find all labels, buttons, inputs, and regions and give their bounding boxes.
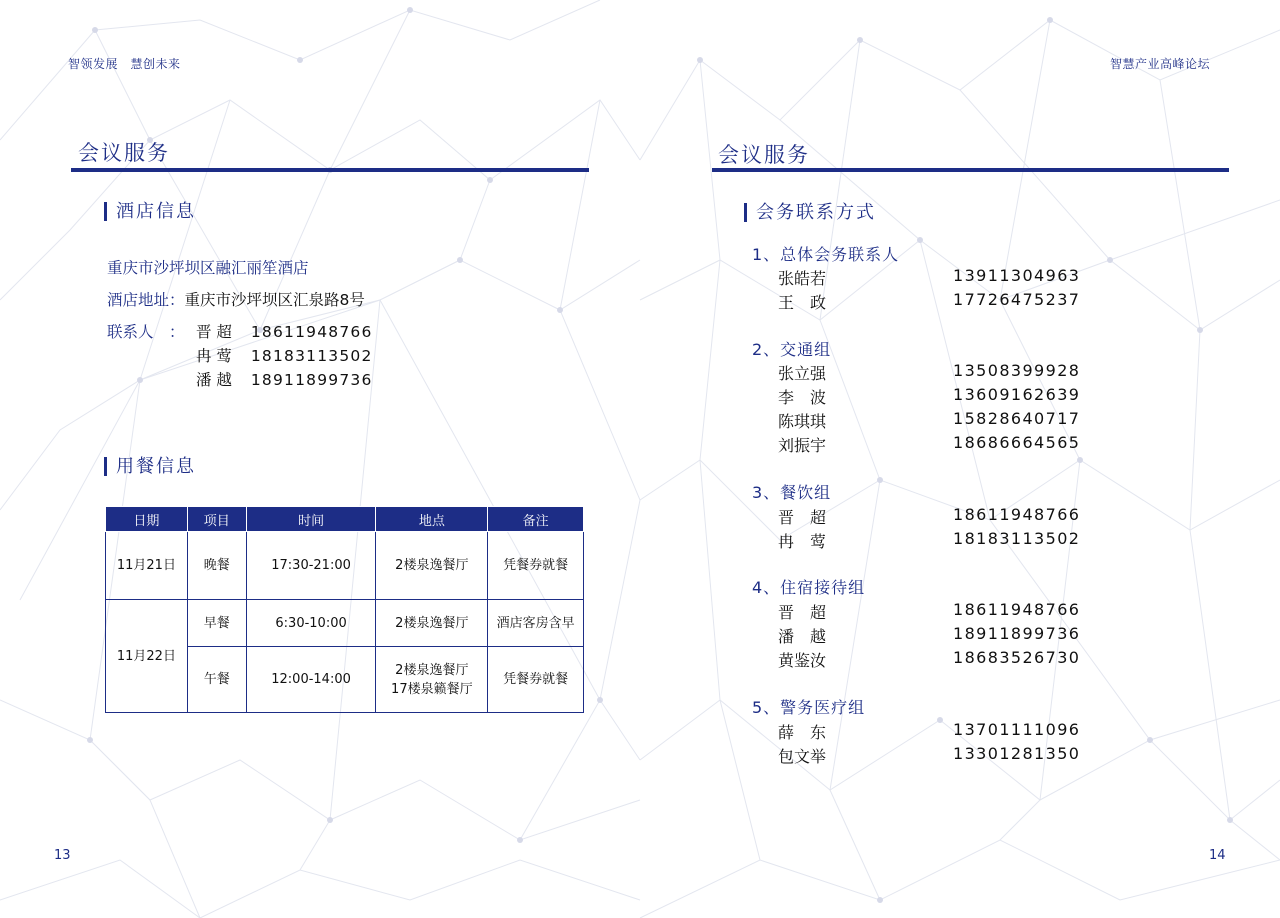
contact-phone: 18611948766 [250,323,373,341]
running-head-left: 智领发展 慧创未来 [68,57,181,71]
cell-note: 酒店客房含早 [488,600,584,647]
member-name: 张立强 [778,364,827,383]
right-page [640,0,1280,918]
cell-place [376,647,488,713]
section-title-right: 会议服务 [718,143,810,167]
hotel-address-row [107,288,365,310]
header-time: 时间 [246,507,376,532]
header-date: 日期 [106,507,188,532]
member-name: 陈琪琪 [778,412,827,431]
contacts-heading: 会务联系方式 [744,203,876,222]
header-note: 备注 [488,507,584,532]
cell-item: 早餐 [187,600,246,647]
dining-heading: 用餐信息 [104,457,196,476]
hotel-heading: 酒店信息 [104,202,196,221]
member-name: 冉 莺 [778,532,827,551]
header-item: 项目 [187,507,246,532]
cell-note: 凭餐券就餐 [488,647,584,713]
member-phone: 13701111096 [953,720,1081,739]
member-name: 李 波 [778,388,827,407]
member-phone: 15828640717 [953,409,1081,428]
meal-table [105,506,584,713]
member-name: 潘 越 [778,627,827,646]
table-row [106,532,584,600]
group-title: 4、住宿接待组 [752,578,866,597]
cell-note: 凭餐券就餐 [488,532,584,600]
place-line: 2楼泉逸餐厅 [395,662,469,678]
cell-time: 6:30-10:00 [246,600,376,647]
contact-phone: 18183113502 [250,347,373,365]
cell-time: 17:30-21:00 [246,532,376,600]
member-phone: 13508399928 [953,361,1081,380]
member-phone: 18611948766 [953,505,1081,524]
address-label: 酒店地址： [107,291,185,309]
member-name: 王 政 [778,293,827,312]
group-title: 5、警务医疗组 [752,698,866,717]
page-number-right: 14 [1209,848,1226,863]
hotel-name: 重庆市沙坪坝区融汇丽笙酒店 [107,259,309,277]
section-title-left: 会议服务 [78,141,170,165]
contact-phone: 18911899736 [250,371,373,389]
hotel-contact-row [196,368,373,390]
cell-place: 2楼泉逸餐厅 [376,532,488,600]
member-name: 黄鉴汝 [778,651,827,670]
member-name: 晋 超 [778,603,827,622]
header-place: 地点 [376,507,488,532]
contacts-label: 联系人 ： [107,323,185,341]
contact-name: 冉 莺 [196,347,232,365]
title-rule-right [712,168,1229,172]
hotel-contact-row [196,320,373,342]
member-phone: 18911899736 [953,624,1081,643]
running-head-right: 智慧产业高峰论坛 [1109,57,1210,71]
group-title: 1、总体会务联系人 [752,245,900,264]
cell-date: 11月21日 [106,532,188,600]
member-phone: 18683526730 [953,648,1081,667]
member-phone: 13301281350 [953,744,1081,763]
cell-item: 午餐 [187,647,246,713]
cell-place: 2楼泉逸餐厅 [376,600,488,647]
table-header-row [106,507,584,532]
place-line: 17楼泉籁餐厅 [391,681,473,697]
member-phone: 18686664565 [953,433,1081,452]
group-title: 2、交通组 [752,340,832,359]
hotel-contact-row [196,344,373,366]
member-phone: 13609162639 [953,385,1081,404]
member-name: 薛 东 [778,723,827,742]
contact-name: 晋 超 [196,323,232,341]
member-name: 晋 超 [778,508,827,527]
contact-name: 潘 越 [196,371,232,389]
table-row [106,600,584,647]
member-name: 张皓若 [778,269,827,288]
member-phone: 18183113502 [953,529,1081,548]
address-value: 重庆市沙坪坝区汇泉路8号 [184,291,365,309]
title-rule-left [71,168,589,172]
member-name: 包文举 [778,747,827,766]
cell-item: 晚餐 [187,532,246,600]
member-name: 刘振宇 [778,436,827,455]
cell-date: 11月22日 [106,600,188,713]
member-phone: 17726475237 [953,290,1081,309]
member-phone: 13911304963 [953,266,1081,285]
member-phone: 18611948766 [953,600,1081,619]
cell-time: 12:00-14:00 [246,647,376,713]
group-title: 3、餐饮组 [752,483,832,502]
page-number-left: 13 [54,848,71,863]
